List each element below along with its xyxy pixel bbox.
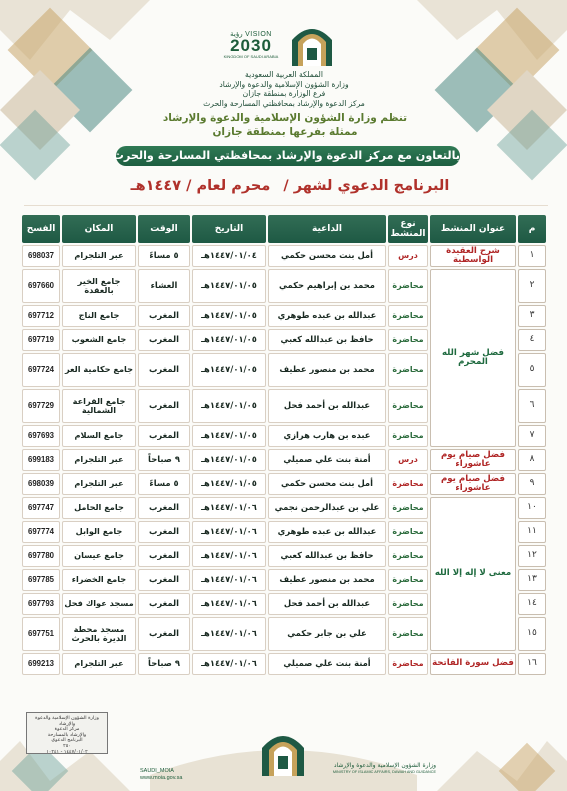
row-time: ٩ صباحاً xyxy=(138,449,190,471)
row-code: 697660 xyxy=(22,269,60,303)
row-num: ٥ xyxy=(518,353,546,387)
row-kind: محاضرة xyxy=(388,389,428,423)
row-time: المغرب xyxy=(138,545,190,567)
row-kind: محاضرة xyxy=(388,329,428,351)
row-code: 697719 xyxy=(22,329,60,351)
row-code: 697747 xyxy=(22,497,60,519)
row-time: المغرب xyxy=(138,389,190,423)
row-date: ١٤٤٧/٠١/٠٥هـ xyxy=(192,269,266,303)
header-code: الفسح xyxy=(22,215,60,243)
row-kind: محاضرة xyxy=(388,653,428,675)
footer-ministry xyxy=(316,762,436,776)
row-num: ٤ xyxy=(518,329,546,351)
row-kind: محاضرة xyxy=(388,593,428,615)
row-topic: فضل شهر الله المحرم xyxy=(430,269,516,447)
row-num: ١٢ xyxy=(518,545,546,567)
row-kind: محاضرة xyxy=(388,521,428,543)
organizer-line-1: تنظم وزارة الشؤون الإسلامية والدعوة والإرشاد xyxy=(162,112,408,124)
row-time: العشاء xyxy=(138,269,190,303)
vision-2030-logo xyxy=(216,30,286,60)
schedule-table-container xyxy=(24,213,548,703)
row-code: 698037 xyxy=(22,245,60,267)
row-num: ١٠ xyxy=(518,497,546,519)
row-date: ١٤٤٧/٠١/٠٥هـ xyxy=(192,353,266,387)
row-kind: محاضرة xyxy=(388,569,428,591)
table-row xyxy=(22,449,546,471)
stamp-line-1: وزارة الشؤون الإسلامية والدعوة والإرشاد xyxy=(35,716,99,727)
row-preacher: عبدالله بن عبده طوهري xyxy=(268,305,386,327)
row-date: ١٤٤٧/٠١/٠٥هـ xyxy=(192,305,266,327)
row-num: ١ xyxy=(518,245,546,267)
row-preacher: حافظ بن عبدالله كعبي xyxy=(268,545,386,567)
row-date: ١٤٤٧/٠١/٠٥هـ xyxy=(192,425,266,447)
table-header-row xyxy=(22,215,546,243)
row-date: ١٤٤٧/٠١/٠٦هـ xyxy=(192,497,266,519)
row-date: ١٤٤٧/٠١/٠٥هـ xyxy=(192,449,266,471)
organizer-line-2: ممثلة بفرعها بمنطقة جازان xyxy=(212,126,358,138)
row-time: المغرب xyxy=(138,593,190,615)
header-kind: نوع المنشط xyxy=(388,215,428,243)
row-date: ١٤٤٧/٠١/٠٦هـ xyxy=(192,653,266,675)
row-topic: فضل صيام يوم عاشوراء xyxy=(430,449,516,471)
row-kind: درس xyxy=(388,449,428,471)
footer-ministry-ar: وزارة الشؤون الإسلامية والدعوة والإرشاد xyxy=(333,762,436,769)
row-kind: محاضرة xyxy=(388,353,428,387)
stamp-line-2: مركز الدعوة xyxy=(54,727,80,733)
stamp-line-3: والإرشاد بالمسارحة xyxy=(47,732,87,738)
row-code: 697693 xyxy=(22,425,60,447)
row-time: المغرب xyxy=(138,569,190,591)
table-row xyxy=(22,473,546,495)
header-date: التاريخ xyxy=(192,215,266,243)
row-num: ١٥ xyxy=(518,617,546,651)
row-time: ٥ مساءً xyxy=(138,245,190,267)
row-num: ٨ xyxy=(518,449,546,471)
row-code: 697729 xyxy=(22,389,60,423)
row-kind: محاضرة xyxy=(388,269,428,303)
row-place: جامع الناج xyxy=(62,305,136,327)
row-num: ١٤ xyxy=(518,593,546,615)
organizer-block xyxy=(80,112,490,139)
header-time: الوقت xyxy=(138,215,190,243)
approval-stamp xyxy=(26,712,108,754)
row-place: جامع السلام xyxy=(62,425,136,447)
row-code: 697724 xyxy=(22,353,60,387)
row-kind: محاضرة xyxy=(388,473,428,495)
row-place: جامع القراعة الشمالية xyxy=(62,389,136,423)
row-kind: محاضرة xyxy=(388,305,428,327)
row-place: عبر التلجرام xyxy=(62,449,136,471)
row-kind: محاضرة xyxy=(388,425,428,447)
row-preacher: علي بن جابر حكمي xyxy=(268,617,386,651)
row-time: ٩ صباحاً xyxy=(138,653,190,675)
row-code: 697712 xyxy=(22,305,60,327)
footer-emblem-icon xyxy=(258,728,308,776)
vision-label: VISION رؤية xyxy=(230,31,272,38)
row-preacher: عبدالله بن أحمد فحل xyxy=(268,389,386,423)
website-link[interactable]: www.moia.gov.sa xyxy=(140,775,183,781)
row-date: ١٤٤٧/٠١/٠٦هـ xyxy=(192,593,266,615)
row-time: المغرب xyxy=(138,425,190,447)
program-title xyxy=(100,178,480,200)
row-preacher: عبده بن هارب هرازي xyxy=(268,425,386,447)
row-kind: درس xyxy=(388,245,428,267)
stamp-line-4: البرنامج الدعوي xyxy=(51,738,83,744)
row-date: ١٤٤٧/٠١/٠٦هـ xyxy=(192,617,266,651)
schedule-table xyxy=(20,213,548,677)
row-code: 697751 xyxy=(22,617,60,651)
row-kind: محاضرة xyxy=(388,545,428,567)
row-topic: فضل صيام يوم عاشوراء xyxy=(430,473,516,495)
ministry-line-4: مركز الدعوة والإرشاد بمحافظتي المسارحة والحرث xyxy=(203,98,365,108)
row-preacher: حافظ بن عبدالله كعبي xyxy=(268,329,386,351)
row-place: عبر التلجرام xyxy=(62,473,136,495)
ministry-emblem-icon xyxy=(288,22,336,66)
row-place: جامع الحامل xyxy=(62,497,136,519)
row-num: ١٦ xyxy=(518,653,546,675)
header-preacher: الداعية xyxy=(268,215,386,243)
row-num: ١١ xyxy=(518,521,546,543)
row-preacher: عبدالله بن أحمد فحل xyxy=(268,593,386,615)
row-place: مسجد عواك فحل xyxy=(62,593,136,615)
row-preacher: عبدالله بن عبده طوهري xyxy=(268,521,386,543)
row-date: ١٤٤٧/٠١/٠٤هـ xyxy=(192,245,266,267)
row-place: عبر التلجرام xyxy=(62,653,136,675)
table-row xyxy=(22,497,546,519)
row-kind: محاضرة xyxy=(388,497,428,519)
row-topic: فضل سورة الفاتحة xyxy=(430,653,516,675)
row-code: 699183 xyxy=(22,449,60,471)
ministry-address-block xyxy=(196,70,372,108)
row-time: ٥ مساءً xyxy=(138,473,190,495)
row-date: ١٤٤٧/٠١/٠٥هـ xyxy=(192,329,266,351)
row-preacher: محمد بن منصور عطيف xyxy=(268,353,386,387)
corner-ornament-bottom-right xyxy=(437,711,567,791)
row-num: ٢ xyxy=(518,269,546,303)
row-place: جامع الخضراء xyxy=(62,569,136,591)
row-date: ١٤٤٧/٠١/٠٥هـ xyxy=(192,389,266,423)
row-place: عبر التلجرام xyxy=(62,245,136,267)
vision-sub: KINGDOM OF SAUDI ARABIA xyxy=(223,54,279,59)
social-handle[interactable]: SAUDI_MOIA xyxy=(140,768,174,774)
row-preacher: علي بن عبدالرحمن نجمي xyxy=(268,497,386,519)
row-code: 697780 xyxy=(22,545,60,567)
header-num: م xyxy=(518,215,546,243)
row-place: جامع عيسان xyxy=(62,545,136,567)
stamp-line-6: ١٤٤٧/٠١/٠٢ - ١٠٢٤١ xyxy=(46,749,88,755)
row-time: المغرب xyxy=(138,617,190,651)
row-date: ١٤٤٧/٠١/٠٦هـ xyxy=(192,569,266,591)
row-code: 699213 xyxy=(22,653,60,675)
row-topic: معنى لا إله إلا الله xyxy=(430,497,516,651)
row-code: 698039 xyxy=(22,473,60,495)
row-preacher: محمد بن منصور عطيف xyxy=(268,569,386,591)
title-divider xyxy=(24,205,548,206)
cooperation-banner: بالتعاون مع مركز الدعوة والإرشاد بمحافظتي المسارحة والحرث xyxy=(116,146,460,166)
row-num: ١٣ xyxy=(518,569,546,591)
row-time: المغرب xyxy=(138,521,190,543)
row-date: ١٤٤٧/٠١/٠٥هـ xyxy=(192,473,266,495)
row-time: المغرب xyxy=(138,497,190,519)
row-code: 697793 xyxy=(22,593,60,615)
row-time: المغرب xyxy=(138,353,190,387)
row-date: ١٤٤٧/٠١/٠٦هـ xyxy=(192,545,266,567)
row-topic: شرح العقيدة الواسطية xyxy=(430,245,516,267)
row-num: ٧ xyxy=(518,425,546,447)
row-place: جامع الشعوب xyxy=(62,329,136,351)
row-preacher: أمنة بنت علي صميلي xyxy=(268,449,386,471)
vision-year: 2030 xyxy=(230,36,272,55)
row-preacher: محمد بن إبراهيم حكمي xyxy=(268,269,386,303)
row-place: مسجد محطة الديرة بالحرث xyxy=(62,617,136,651)
footer-social xyxy=(140,768,240,782)
row-num: ٦ xyxy=(518,389,546,423)
row-code: 697774 xyxy=(22,521,60,543)
header-place: المكان xyxy=(62,215,136,243)
table-row xyxy=(22,269,546,303)
stamp-line-5: ٢٥٠ xyxy=(63,743,71,749)
ministry-line-1: المملكة العربية السعودية xyxy=(245,70,323,79)
row-date: ١٤٤٧/٠١/٠٦هـ xyxy=(192,521,266,543)
row-place: جامع الوابل xyxy=(62,521,136,543)
row-num: ٣ xyxy=(518,305,546,327)
ministry-line-2: وزارة الشؤون الإسلامية والدعوة والإرشاد xyxy=(219,79,349,89)
row-code: 697785 xyxy=(22,569,60,591)
row-time: المغرب xyxy=(138,305,190,327)
row-preacher: أمل بنت محسن حكمي xyxy=(268,473,386,495)
program-title-part-2: محرم لعام / ١٤٤٧هـ xyxy=(130,178,271,194)
row-num: ٩ xyxy=(518,473,546,495)
program-title-part-1: البرنامج الدعوي لشهر / xyxy=(283,178,450,194)
table-row xyxy=(22,653,546,675)
table-row xyxy=(22,245,546,267)
row-time: المغرب xyxy=(138,329,190,351)
header-topic: عنوان المنشط xyxy=(430,215,516,243)
row-kind: محاضرة xyxy=(388,617,428,651)
ministry-line-3: فرع الوزارة بمنطقة جازان xyxy=(242,89,326,98)
row-place: جامع حكامية العر xyxy=(62,353,136,387)
row-preacher: أمنة بنت علي صميلي xyxy=(268,653,386,675)
row-place: جامع الخير بالعقدة xyxy=(62,269,136,303)
footer-ministry-en: MINISTRY OF ISLAMIC AFFAIRS, DAWAH AND GUIDANCE xyxy=(332,770,436,774)
row-preacher: أمل بنت محسن حكمي xyxy=(268,245,386,267)
